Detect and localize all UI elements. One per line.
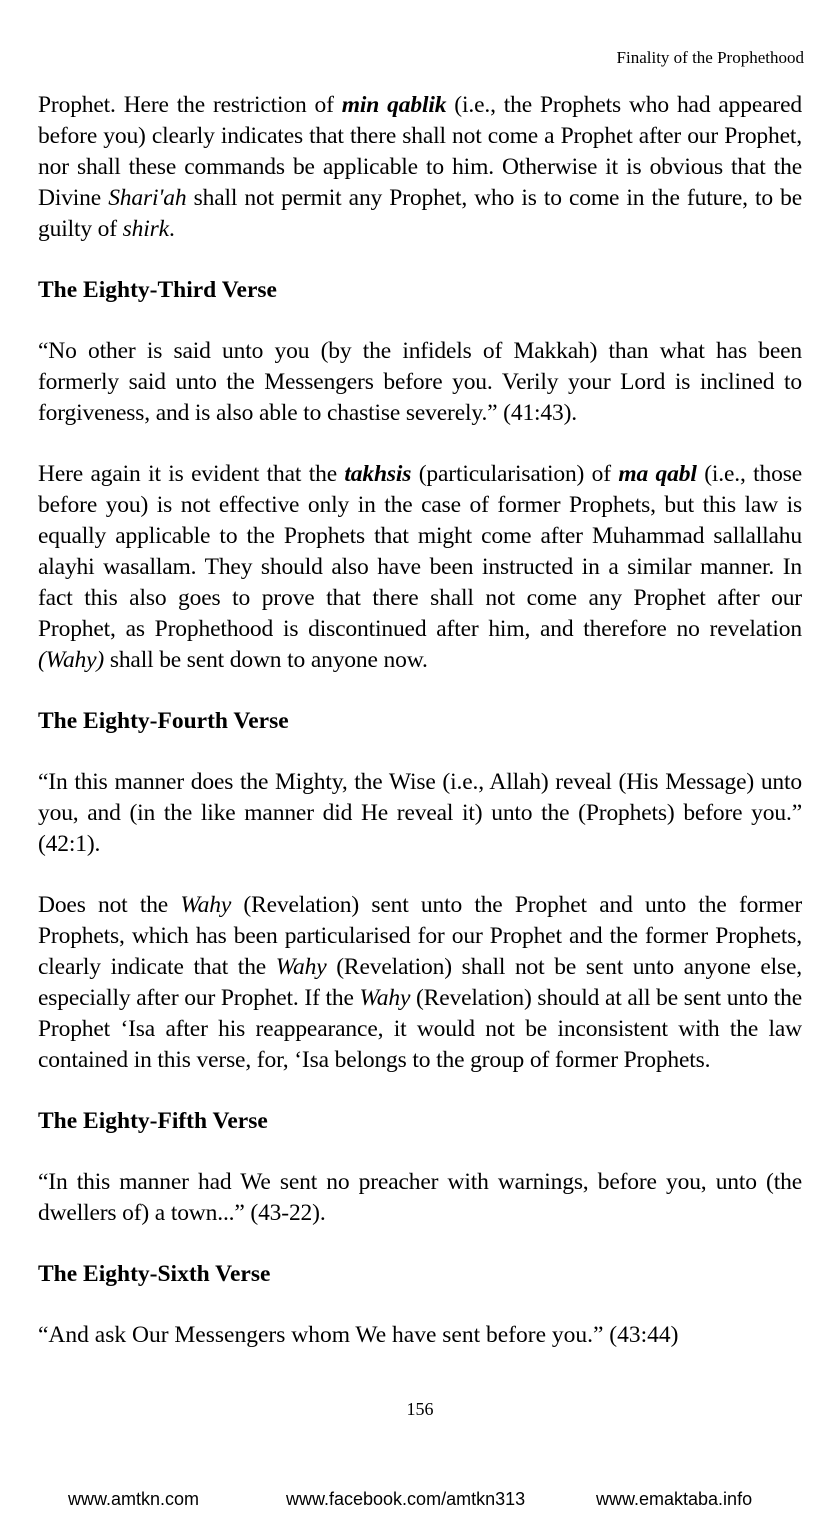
footer-link-emaktaba[interactable]: www.emaktaba.info xyxy=(596,1489,753,1509)
paragraph-takhsis: Here again it is evident that the takhsis (particularisation) of ma qabl (i.e., those before you) is not effective only in the case of former Prophets, but this law is equally applicable to the Prophets that might come after Muhammad sallallahu alayhi wasallam. They should also have been instructed in a similar manner. In fact this also goes to prove that there shall not come any Prophet after our Prophet, as Prophethood is discontinued after him, and therefore no revelation (Wahy) shall be sent down to anyone now. xyxy=(38,461,802,673)
footer-link-facebook[interactable]: www.facebook.com/amtkn313 xyxy=(286,1489,526,1509)
page-number: 156 xyxy=(406,1399,434,1419)
heading-eighty-sixth-verse: The Eighty-Sixth Verse xyxy=(38,1261,271,1287)
quote-41-43: “No other is said unto you (by the infidels of Makkah) than what has been formerly said unto the Messengers before you. Verily your Lord is inclined to forgiveness, and is also able to chastise severely.” (41:43). xyxy=(38,338,802,426)
paragraph-min-qablik: Prophet. Here the restriction of min qablik (i.e., the Prophets who had appeared before you) clearly indicates that there shall not come a Prophet after our Prophet, nor shall these commands be applicable to him. Otherwise it is obvious that the Divine Shari'ah shall not permit any Prophet, who is to come in the future, to be guilty of shirk. xyxy=(38,92,802,242)
quote-42-1: “In this manner does the Mighty, the Wise (i.e., Allah) reveal (His Message) unto you, and (in the like manner did He reveal it) unto the (Prophets) before you.” (42:1). xyxy=(38,769,802,857)
running-header: Finality of the Prophethood xyxy=(616,48,804,67)
heading-eighty-fifth-verse: The Eighty-Fifth Verse xyxy=(38,1108,268,1134)
heading-eighty-third-verse: The Eighty-Third Verse xyxy=(38,277,277,303)
page-body xyxy=(38,90,802,1351)
heading-eighty-fourth-verse: The Eighty-Fourth Verse xyxy=(38,708,289,734)
quote-43-44: “And ask Our Messengers whom We have sent before you.” (43:44) xyxy=(38,1322,679,1348)
paragraph-wahy: Does not the Wahy (Revelation) sent unto the Prophet and unto the former Prophets, which has been particularised for our Prophet and the former Prophets, clearly indicate that the Wahy (Revelation) shall not be sent unto anyone else, especially after our Prophet. If the Wahy (Revelation) should at all be sent unto the Prophet ‘Isa after his reappearance, it would not be inconsistent with the law contained in this verse, for, ‘Isa belongs to the group of former Prophets. xyxy=(38,892,802,1073)
quote-43-22: “In this manner had We sent no preacher with warnings, before you, unto (the dwellers of) a town...” (43-22). xyxy=(38,1169,802,1226)
footer-link-amtkn[interactable]: www.amtkn.com xyxy=(68,1489,200,1509)
